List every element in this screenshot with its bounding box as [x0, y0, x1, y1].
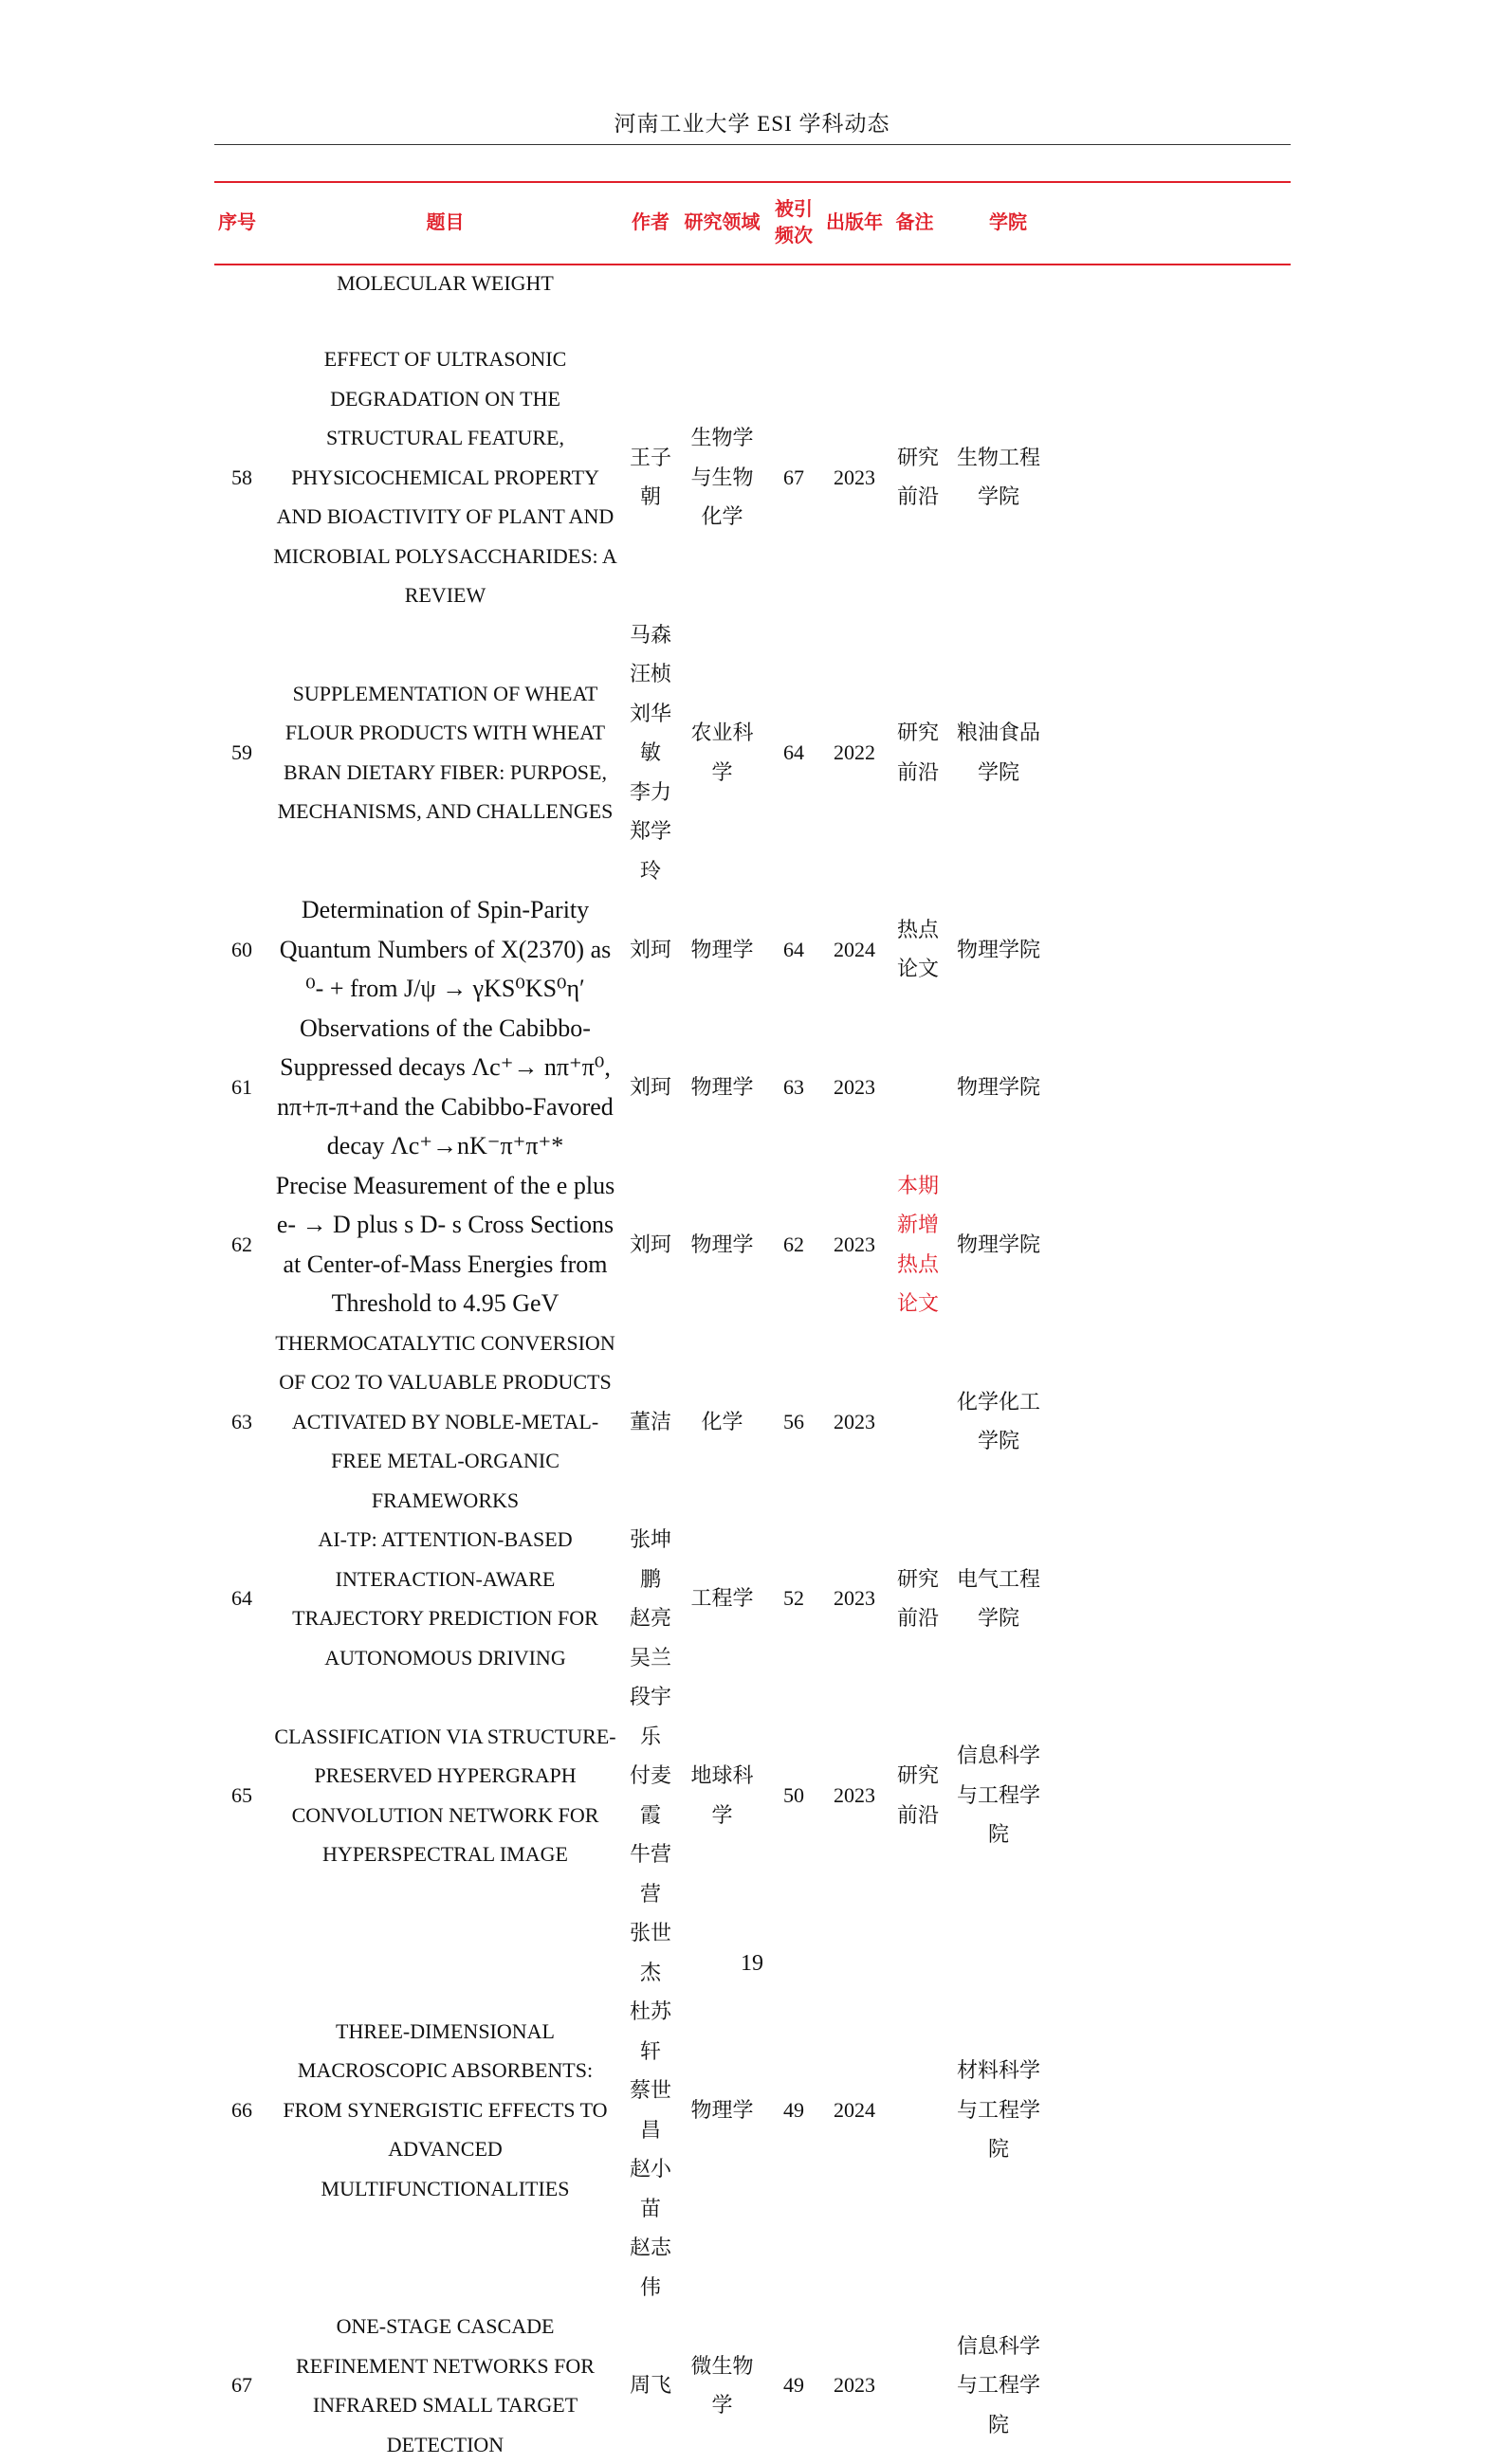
row-authors: 刘珂	[629, 937, 671, 961]
row-year: 2024	[834, 937, 875, 961]
col-header-field: 研究领域	[684, 212, 761, 233]
row-year: 2023	[834, 2373, 875, 2398]
row-no: 62	[231, 1232, 252, 1256]
row-field: 化学	[701, 1409, 743, 1433]
table-row	[214, 2307, 1291, 2464]
row-year: 2023	[834, 1586, 875, 1611]
row-title: EFFECT OF ULTRASONIC DEGRADATION ON THE STRUCTURAL FEATURE, PHYSICOCHEMICAL PROPERTY AND BIOACTIVITY OF PLANT AND MICROBIAL POLYSACCHARIDES: A REVIEW	[273, 347, 617, 607]
row-college: 信息科学与工程学院	[956, 1743, 1040, 1847]
row-no: 65	[231, 1782, 252, 1807]
row-note: 研究前沿	[897, 721, 940, 784]
row-citations: 56	[783, 1409, 804, 1433]
row-no: 58	[231, 465, 252, 489]
row-no: 64	[231, 1586, 252, 1611]
row-title: AI-TP: ATTENTION-BASED INTERACTION-AWARE TRAJECTORY PREDICTION FOR AUTONOMOUS DRIVING	[292, 1527, 598, 1670]
row-no: 59	[231, 740, 252, 764]
table-header-row	[214, 182, 1291, 264]
row-authors: 张坤鹏 赵亮 吴兰	[629, 1527, 671, 1670]
continuation-row	[214, 264, 1291, 339]
table-row	[214, 1677, 1291, 1913]
row-note	[886, 1009, 944, 1166]
page-header-title: 河南工业大学 ESI 学科动态	[614, 112, 890, 136]
col-header-no: 序号	[218, 212, 256, 233]
continuation-title: MOLECULAR WEIGHT	[337, 271, 554, 295]
row-title: CLASSIFICATION VIA STRUCTURE-PRESERVED HYPERGRAPH CONVOLUTION NETWORK FOR HYPERSPECTRAL IMAGE	[274, 1724, 616, 1866]
row-citations: 62	[783, 1232, 804, 1256]
row-field: 地球科学	[690, 1763, 754, 1827]
row-citations: 64	[783, 740, 804, 764]
row-note: 研究前沿	[897, 1566, 940, 1630]
paper-table	[214, 182, 1291, 2464]
row-field: 农业科学	[690, 721, 754, 784]
row-college: 生物工程学院	[956, 445, 1040, 509]
row-note: 研究前沿	[897, 1763, 940, 1827]
row-college: 物理学院	[956, 1232, 1040, 1256]
row-field: 物理学	[690, 1074, 754, 1099]
row-no: 67	[231, 2373, 252, 2398]
row-year: 2023	[834, 1409, 875, 1433]
row-year: 2023	[834, 1782, 875, 1807]
row-citations: 52	[783, 1586, 804, 1611]
row-note: 本期新增热点论文	[897, 1173, 940, 1315]
row-authors: 周飞	[629, 2373, 671, 2398]
row-citations: 67	[783, 465, 804, 489]
row-no: 66	[231, 2097, 252, 2122]
col-header-year: 出版年	[826, 212, 883, 233]
row-year: 2023	[834, 1232, 875, 1256]
row-citations: 50	[783, 1782, 804, 1807]
table-row	[214, 1323, 1291, 1521]
row-citations: 49	[783, 2097, 804, 2122]
table-row	[214, 890, 1291, 1009]
row-field: 生物学与生物化学	[690, 426, 754, 528]
row-college: 物理学院	[956, 937, 1040, 961]
row-college: 粮油食品学院	[956, 721, 1040, 784]
row-college: 材料科学与工程学院	[956, 2058, 1040, 2162]
row-field: 工程学	[690, 1586, 754, 1611]
row-authors: 马森 汪桢 刘华敏 李力 郑学玲	[629, 622, 671, 883]
row-authors: 刘珂	[629, 1074, 671, 1099]
row-title: Observations of the Cabibbo-Suppressed decays Λc⁺→ nπ⁺π⁰, nπ+π-π+and the Cabibbo-Favored decay Λc⁺→nK⁻π⁺π⁺*	[277, 1013, 614, 1159]
row-authors: 董洁	[629, 1409, 671, 1433]
row-citations: 63	[783, 1074, 804, 1099]
row-title: Determination of Spin-Parity Quantum Numbers of X(2370) as ⁰- + from J/ψ → γKS⁰KS⁰η′	[279, 896, 612, 1002]
col-header-note: 备注	[895, 212, 934, 233]
row-note	[886, 1323, 944, 1521]
row-college: 物理学院	[956, 1074, 1040, 1099]
row-field: 物理学	[690, 937, 754, 961]
table-row	[214, 1520, 1291, 1677]
row-year: 2023	[834, 465, 875, 489]
row-field: 物理学	[690, 2097, 754, 2122]
row-field: 物理学	[690, 1232, 754, 1256]
table-row	[214, 1009, 1291, 1166]
row-field: 微生物学	[690, 2353, 754, 2417]
row-title: Precise Measurement of the e plus e- → D plus s D- s Cross Sections at Center-of-Mass Energies from Threshold to 4.95 GeV	[275, 1171, 615, 1317]
row-authors: 段宇乐 付麦霞 牛营营	[629, 1685, 671, 1906]
header-rule	[214, 144, 1291, 145]
table-row	[214, 339, 1291, 615]
row-authors: 张世杰 杜苏轩 蔡世昌 赵小苗 赵志伟	[629, 1921, 671, 2299]
row-note	[886, 2307, 944, 2464]
row-college: 化学化工学院	[956, 1389, 1040, 1453]
row-authors: 刘珂	[629, 1232, 671, 1256]
row-note: 热点论文	[897, 917, 940, 981]
col-header-citations: 被引 频次	[775, 199, 813, 246]
row-title: THERMOCATALYTIC CONVERSION OF CO2 TO VALUABLE PRODUCTS ACTIVATED BY NOBLE-METAL-FREE METAL-ORGANIC FRAMEWORKS	[275, 1330, 615, 1512]
row-no: 61	[231, 1074, 252, 1099]
row-college: 电气工程学院	[956, 1566, 1040, 1630]
col-header-title: 题目	[426, 212, 465, 233]
row-year: 2024	[834, 2097, 875, 2122]
table-row	[214, 1166, 1291, 1323]
row-title: SUPPLEMENTATION OF WHEAT FLOUR PRODUCTS WITH WHEAT BRAN DIETARY FIBER: PURPOSE, MECHANISMS, AND CHALLENGES	[277, 681, 614, 824]
row-no: 63	[231, 1409, 252, 1433]
row-no: 60	[231, 937, 252, 961]
row-note: 研究前沿	[897, 445, 940, 509]
col-header-authors: 作者	[632, 212, 669, 233]
row-title: THREE-DIMENSIONAL MACROSCOPIC ABSORBENTS: FROM SYNERGISTIC EFFECTS TO ADVANCED MULTIFUNCTIONALITIES	[283, 2018, 608, 2200]
row-college: 信息科学与工程学院	[956, 2333, 1040, 2437]
table-row	[214, 615, 1291, 891]
row-title: ONE-STAGE CASCADE REFINEMENT NETWORKS FOR INFRARED SMALL TARGET DETECTION	[296, 2314, 595, 2456]
row-citations: 64	[783, 937, 804, 961]
row-authors: 王子朝	[629, 445, 671, 509]
col-header-college: 学院	[989, 212, 1027, 233]
row-citations: 49	[783, 2373, 804, 2398]
row-year: 2022	[834, 740, 875, 764]
page-number: 19	[741, 1951, 763, 1976]
row-year: 2023	[834, 1074, 875, 1099]
